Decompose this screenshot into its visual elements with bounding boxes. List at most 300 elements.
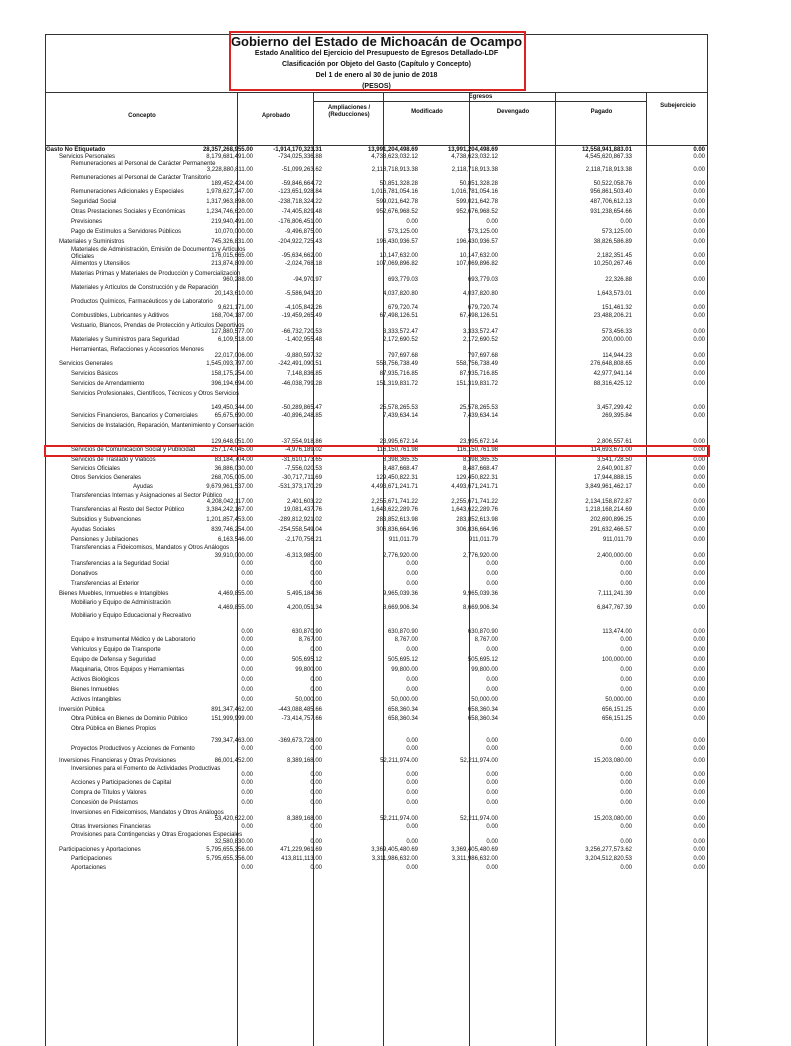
aprobado-cell: 0.00 bbox=[241, 780, 253, 786]
subejercicio-cell: 0.00 bbox=[693, 209, 705, 215]
aprobado-cell: 83,184,704.00 bbox=[214, 457, 253, 463]
table-row bbox=[45, 687, 708, 697]
concept-cell: Proyectos Productivos y Acciones de Fomento bbox=[71, 746, 195, 752]
aprobado-cell: 0.00 bbox=[241, 687, 253, 693]
title-highlight-box bbox=[229, 31, 526, 91]
aprobado-cell: 257,174,045.00 bbox=[211, 447, 253, 453]
aprobado-cell: 0.00 bbox=[241, 561, 253, 567]
table-row bbox=[45, 517, 708, 527]
subejercicio-cell: 0.00 bbox=[693, 629, 705, 635]
pagado-cell: 100,000.00 bbox=[601, 657, 632, 663]
modificado-cell: 52,211,974.00 bbox=[380, 816, 418, 822]
table-row bbox=[45, 600, 708, 613]
concept-cell: Maquinaria, Otros Equipos y Herramientas bbox=[71, 667, 185, 673]
subejercicio-cell: 0.00 bbox=[693, 167, 705, 173]
ampliaciones-cell: 0.00 bbox=[310, 824, 322, 830]
aprobado-cell: 6,163,546.00 bbox=[217, 537, 253, 543]
aprobado-cell: 0.00 bbox=[241, 824, 253, 830]
devengado-cell: 599,021,642.78 bbox=[456, 199, 498, 205]
col-subejercicio: Subejercicio bbox=[660, 103, 696, 109]
devengado-cell: 8,398,365.35 bbox=[462, 457, 498, 463]
table-row bbox=[45, 766, 708, 780]
devengado-cell: 52,211,974.00 bbox=[460, 816, 498, 822]
concept-cell: Inversión Pública bbox=[59, 707, 105, 713]
subejercicio-cell: 0.00 bbox=[693, 371, 705, 377]
pagado-cell: 3,256,277,573.62 bbox=[585, 847, 632, 853]
aprobado-cell: 149,450,344.00 bbox=[211, 405, 253, 411]
devengado-cell: 2,172,690.52 bbox=[462, 337, 498, 343]
table-row bbox=[45, 571, 708, 581]
table-row bbox=[45, 239, 708, 247]
devengado-cell: 0.00 bbox=[486, 219, 498, 225]
devengado-cell: 13,991,204,498.69 bbox=[447, 147, 498, 153]
report-header bbox=[45, 34, 708, 146]
concept-cell: Ayudas Sociales bbox=[71, 527, 116, 533]
ampliaciones-cell: 0.00 bbox=[310, 780, 322, 786]
table-row bbox=[45, 790, 708, 800]
devengado-cell: 283,852,613.98 bbox=[456, 517, 498, 523]
devengado-cell: 679,720.74 bbox=[467, 305, 498, 311]
concept-cell: Mobiliario y Equipo Educacional y Recreativo bbox=[71, 613, 192, 619]
pagado-cell: 0.00 bbox=[620, 738, 632, 744]
modificado-cell: 283,852,613.98 bbox=[376, 517, 418, 523]
ampliaciones-cell: 630,870.90 bbox=[291, 629, 322, 635]
table-row bbox=[45, 726, 708, 746]
modificado-cell: 0.00 bbox=[406, 772, 418, 778]
aprobado-cell: 5,795,655,356.00 bbox=[206, 847, 253, 853]
modificado-cell: 505,695.12 bbox=[387, 657, 418, 663]
devengado-cell: 505,695.12 bbox=[467, 657, 498, 663]
ampliaciones-cell: -2,024,768.18 bbox=[284, 261, 322, 267]
concept-cell: Servicios de Instalación, Reparación, Mantenimiento y Conservación bbox=[71, 423, 254, 429]
modificado-cell: 4,738,623,032.12 bbox=[371, 154, 418, 160]
devengado-cell: 50,000.00 bbox=[471, 697, 498, 703]
subejercicio-cell: 0.00 bbox=[693, 413, 705, 419]
subejercicio-cell: 0.00 bbox=[693, 447, 705, 453]
pagado-cell: 911,011.79 bbox=[602, 537, 632, 543]
modificado-cell: 4,493,671,241.71 bbox=[371, 484, 418, 490]
ampliaciones-cell: -6,313,985.00 bbox=[284, 553, 322, 559]
concept-cell: Transferencias a la Seguridad Social bbox=[71, 561, 169, 567]
report-currency: (PESOS) bbox=[362, 83, 391, 90]
modificado-cell: 10,147,632.00 bbox=[379, 253, 418, 259]
aprobado-cell: 9,679,961,537.00 bbox=[206, 484, 253, 490]
ampliaciones-cell: 0.00 bbox=[310, 790, 322, 796]
aprobado-cell: 0.00 bbox=[241, 667, 253, 673]
modificado-cell: 0.00 bbox=[406, 824, 418, 830]
aprobado-cell: 0.00 bbox=[241, 800, 253, 806]
devengado-cell: 23,995,672.14 bbox=[459, 439, 498, 445]
ampliaciones-cell: -5,586,943.20 bbox=[284, 291, 322, 297]
subejercicio-cell: 0.00 bbox=[693, 381, 705, 387]
concept-cell: Bienes Muebles, Inmuebles e Intangibles bbox=[59, 591, 169, 597]
subejercicio-cell: 0.00 bbox=[693, 780, 705, 786]
subejercicio-cell: 0.00 bbox=[693, 847, 705, 853]
pagado-cell: 3,849,961,462.17 bbox=[585, 484, 632, 490]
aprobado-cell: 1,978,627,247.00 bbox=[206, 189, 253, 195]
concept-cell: Productos Químicos, Farmacéuticos y de Laboratorio bbox=[71, 299, 213, 305]
aprobado-cell: 891,347,462.00 bbox=[211, 707, 253, 713]
devengado-cell: 0.00 bbox=[486, 581, 498, 587]
ampliaciones-cell: -40,896,248.85 bbox=[281, 413, 322, 419]
ampliaciones-cell: 0.00 bbox=[310, 571, 322, 577]
ampliaciones-cell: -7,556,020.53 bbox=[284, 466, 322, 472]
report-title: Gobierno del Estado de Michoacán de Ocampo bbox=[230, 34, 523, 49]
concept-cell: Previsiones bbox=[71, 219, 103, 225]
ampliaciones-cell: 8,389,168.00 bbox=[286, 816, 322, 822]
modificado-cell: 2,172,690.52 bbox=[382, 337, 418, 343]
pagado-cell: 3,204,512,820.53 bbox=[585, 856, 632, 862]
subejercicio-cell: 0.00 bbox=[693, 219, 705, 225]
table-row bbox=[45, 758, 708, 766]
aprobado-cell: 129,648,051.00 bbox=[211, 439, 253, 445]
subejercicio-cell: 0.00 bbox=[693, 361, 705, 367]
pagado-cell: 2,182,351.45 bbox=[596, 253, 632, 259]
modificado-cell: 0.00 bbox=[406, 647, 418, 653]
concept-cell: Servicios Financieros, Bancarios y Comerciales bbox=[71, 413, 198, 419]
concept-cell: Aportaciones bbox=[71, 865, 107, 871]
pagado-cell: 38,826,586.89 bbox=[593, 239, 632, 245]
aprobado-cell: 1,234,746,620.00 bbox=[206, 209, 253, 215]
aprobado-cell: 0.00 bbox=[241, 637, 253, 643]
pagado-cell: 0.00 bbox=[620, 824, 632, 830]
table-row bbox=[45, 561, 708, 571]
pagado-cell: 114,944.23 bbox=[602, 353, 632, 359]
devengado-cell: 25,578,265.53 bbox=[459, 405, 498, 411]
modificado-cell: 599,021,642.78 bbox=[376, 199, 418, 205]
modificado-cell: 693,779.03 bbox=[387, 277, 418, 283]
modificado-cell: 1,016,781,054.16 bbox=[371, 189, 418, 195]
subejercicio-cell: 0.00 bbox=[693, 291, 705, 297]
aprobado-cell: 739,347,463.00 bbox=[211, 738, 253, 744]
subejercicio-cell: 0.00 bbox=[693, 800, 705, 806]
concept-cell: Pago de Estímulos a Servidores Públicos bbox=[71, 229, 182, 235]
report-classification: Clasificación por Objeto del Gasto (Capítulo y Concepto) bbox=[281, 61, 472, 68]
ampliaciones-cell: 0.00 bbox=[310, 687, 322, 693]
modificado-cell: 2,776,920.00 bbox=[382, 553, 418, 559]
ampliaciones-cell: 19,081,437.76 bbox=[283, 507, 322, 513]
col-egresos: Egresos bbox=[468, 94, 493, 100]
devengado-cell: 0.00 bbox=[486, 824, 498, 830]
concept-cell: Transferencias Internas y Asignaciones al Sector Público bbox=[71, 493, 223, 499]
aprobado-cell: 3,384,242,167.00 bbox=[206, 507, 253, 513]
concept-cell: Servicios Generales bbox=[59, 361, 113, 367]
subejercicio-cell: 0.00 bbox=[693, 591, 705, 597]
table-row bbox=[45, 746, 708, 758]
aprobado-cell: 0.00 bbox=[241, 790, 253, 796]
devengado-cell: 151,319,831.72 bbox=[456, 381, 498, 387]
pagado-cell: 1,218,168,214.69 bbox=[585, 507, 632, 513]
concept-cell: Materiales de Administración, Emisión de Documentos y Artículos Oficiales bbox=[71, 247, 246, 260]
modificado-cell: 0.00 bbox=[406, 790, 418, 796]
subejercicio-cell: 0.00 bbox=[693, 697, 705, 703]
modificado-cell: 679,720.74 bbox=[387, 305, 418, 311]
col-modificado: Modificado bbox=[411, 109, 443, 115]
subejercicio-cell: 0.00 bbox=[693, 738, 705, 744]
devengado-cell: 0.00 bbox=[486, 865, 498, 871]
ampliaciones-cell: 2,401,603.22 bbox=[286, 499, 322, 505]
pagado-cell: 12,558,941,883.01 bbox=[581, 147, 632, 153]
ampliaciones-cell: -74,405,829.48 bbox=[281, 209, 322, 215]
pagado-cell: 17,944,888.15 bbox=[593, 475, 632, 481]
ampliaciones-cell: -9,496,875.00 bbox=[284, 229, 322, 235]
table-row bbox=[45, 581, 708, 591]
aprobado-cell: 8,179,681,491.00 bbox=[206, 154, 253, 160]
concept-cell: Remuneraciones Adicionales y Especiales bbox=[71, 189, 184, 195]
pagado-cell: 2,640,901.87 bbox=[596, 466, 632, 472]
table-row bbox=[45, 161, 708, 175]
ampliaciones-cell: -9,880,597.32 bbox=[284, 353, 322, 359]
aprobado-cell: 396,194,694.00 bbox=[211, 381, 253, 387]
aprobado-cell: 127,880,577.00 bbox=[211, 329, 253, 335]
aprobado-cell: 0.00 bbox=[241, 571, 253, 577]
devengado-cell: 0.00 bbox=[486, 800, 498, 806]
ampliaciones-cell: 0.00 bbox=[310, 772, 322, 778]
pagado-cell: 0.00 bbox=[620, 571, 632, 577]
devengado-cell: 9,965,039.36 bbox=[462, 591, 498, 597]
devengado-cell: 0.00 bbox=[486, 772, 498, 778]
pagado-cell: 0.00 bbox=[620, 772, 632, 778]
subejercicio-cell: 0.00 bbox=[693, 657, 705, 663]
devengado-cell: 4,037,820.80 bbox=[462, 291, 498, 297]
pagado-cell: 656,151.25 bbox=[601, 716, 632, 722]
modificado-cell: 52,211,974.00 bbox=[380, 758, 418, 764]
concept-cell: Inversiones en Fideicomisos, Mandatos y Otros Análogos bbox=[71, 810, 224, 816]
concept-cell: Materiales y Suministros bbox=[59, 239, 125, 245]
ampliaciones-cell: 0.00 bbox=[310, 647, 322, 653]
devengado-cell: 2,255,671,741.22 bbox=[451, 499, 498, 505]
aprobado-cell: 86,001,452.00 bbox=[214, 758, 253, 764]
concept-cell: Participaciones y Aportaciones bbox=[59, 847, 141, 853]
modificado-cell: 8,487,668.47 bbox=[382, 466, 418, 472]
concept-cell: Otros Servicios Generales bbox=[71, 475, 142, 481]
concept-cell: Bienes Inmuebles bbox=[71, 687, 119, 693]
subejercicio-cell: 0.00 bbox=[693, 484, 705, 490]
table-row bbox=[45, 413, 708, 423]
ampliaciones-cell: 0.00 bbox=[310, 581, 322, 587]
ampliaciones-cell: -19,459,265.49 bbox=[281, 313, 322, 319]
ampliaciones-cell: 5,495,184.36 bbox=[286, 591, 322, 597]
ampliaciones-cell: -289,812,921.02 bbox=[278, 517, 322, 523]
table-row bbox=[45, 361, 708, 371]
modificado-cell: 0.00 bbox=[406, 800, 418, 806]
aprobado-cell: 176,015,665.00 bbox=[211, 253, 253, 259]
ampliaciones-cell: 0.00 bbox=[310, 746, 322, 752]
devengado-cell: 558,756,738.49 bbox=[456, 361, 498, 367]
pagado-cell: 4,545,620,867.33 bbox=[585, 154, 632, 160]
modificado-cell: 116,150,761.98 bbox=[376, 447, 418, 453]
aprobado-cell: 4,469,855.00 bbox=[217, 591, 253, 597]
aprobado-cell: 268,705,005.00 bbox=[211, 475, 253, 481]
devengado-cell: 0.00 bbox=[486, 780, 498, 786]
devengado-cell: 8,767.00 bbox=[474, 637, 498, 643]
aprobado-cell: 39,910,000.00 bbox=[214, 553, 253, 559]
devengado-cell: 3,311,986,632.00 bbox=[451, 856, 498, 862]
aprobado-cell: 20,143,610.00 bbox=[214, 291, 253, 297]
ampliaciones-cell: -51,099,263.62 bbox=[281, 167, 322, 173]
aprobado-cell: 0.00 bbox=[241, 629, 253, 635]
concept-cell: Equipo de Defensa y Seguridad bbox=[71, 657, 156, 663]
table-row bbox=[45, 347, 708, 361]
modificado-cell: 3,333,572.47 bbox=[382, 329, 418, 335]
table-row bbox=[45, 209, 708, 219]
pagado-cell: 656,151.25 bbox=[601, 707, 632, 713]
pagado-cell: 487,706,612.13 bbox=[590, 199, 632, 205]
aprobado-cell: 65,675,690.00 bbox=[214, 413, 253, 419]
subejercicio-cell: 0.00 bbox=[693, 439, 705, 445]
aprobado-cell: 151,999,999.00 bbox=[211, 716, 253, 722]
aprobado-cell: 1,201,857,453.00 bbox=[206, 517, 253, 523]
ampliaciones-cell: 0.00 bbox=[310, 800, 322, 806]
pagado-cell: 0.00 bbox=[620, 637, 632, 643]
aprobado-cell: 9,621,171.00 bbox=[217, 305, 253, 311]
concept-cell: Acciones y Participaciones de Capital bbox=[71, 780, 172, 786]
devengado-cell: 630,870.90 bbox=[467, 629, 498, 635]
ampliaciones-cell: 7,148,836.85 bbox=[286, 371, 322, 377]
concept-cell: Participaciones bbox=[71, 856, 112, 862]
aprobado-cell: 0.00 bbox=[241, 581, 253, 587]
table-row bbox=[45, 371, 708, 381]
subejercicio-cell: 0.00 bbox=[693, 353, 705, 359]
concept-cell: Remuneraciones al Personal de Carácter Transitorio bbox=[71, 175, 211, 181]
aprobado-cell: 0.00 bbox=[241, 746, 253, 752]
table-row bbox=[45, 647, 708, 657]
pagado-cell: 3,457,299.42 bbox=[596, 405, 632, 411]
table-row bbox=[45, 261, 708, 271]
pagado-cell: 7,111,241.39 bbox=[597, 591, 632, 597]
pagado-cell: 0.00 bbox=[620, 647, 632, 653]
devengado-cell: 573,125.00 bbox=[467, 229, 498, 235]
table-row bbox=[45, 484, 708, 493]
devengado-cell: 2,118,718,913.38 bbox=[451, 167, 498, 173]
table-row bbox=[45, 591, 708, 600]
ampliaciones-cell: 0.00 bbox=[310, 561, 322, 567]
concept-cell: Servicios Profesionales, Científicos, Técnicos y Otros Servicios bbox=[71, 391, 239, 397]
ampliaciones-cell: -46,038,799.28 bbox=[281, 381, 322, 387]
ampliaciones-cell: -73,414,757.66 bbox=[281, 716, 322, 722]
devengado-cell: 67,498,126.51 bbox=[459, 313, 498, 319]
ampliaciones-cell: -734,025,336.88 bbox=[278, 154, 322, 160]
subejercicio-cell: 0.00 bbox=[693, 229, 705, 235]
devengado-cell: 0.00 bbox=[486, 746, 498, 752]
modificado-cell: 2,255,671,741.22 bbox=[371, 499, 418, 505]
ampliaciones-cell: -37,554,918.86 bbox=[281, 439, 322, 445]
ampliaciones-cell: 4,200,051.34 bbox=[286, 605, 322, 611]
ampliaciones-cell: -176,806,451.00 bbox=[278, 219, 322, 225]
table-row bbox=[45, 527, 708, 537]
col-aprobado: Aprobado bbox=[261, 113, 291, 119]
ampliaciones-cell: -59,846,664.72 bbox=[281, 181, 322, 187]
table-row bbox=[45, 637, 708, 647]
ampliaciones-cell: -242,491,090.51 bbox=[278, 361, 322, 367]
aprobado-cell: 189,452,424.00 bbox=[211, 181, 253, 187]
subejercicio-cell: 0.00 bbox=[693, 772, 705, 778]
ampliaciones-cell: 505,695.12 bbox=[291, 657, 322, 663]
modificado-cell: 1,643,622,289.76 bbox=[371, 507, 418, 513]
devengado-cell: 0.00 bbox=[486, 561, 498, 567]
aprobado-cell: 168,704,187.00 bbox=[211, 313, 253, 319]
modificado-cell: 658,360.34 bbox=[387, 707, 418, 713]
devengado-cell: 107,069,896.82 bbox=[456, 261, 498, 267]
subejercicio-cell: 0.00 bbox=[693, 457, 705, 463]
subejercicio-cell: 0.00 bbox=[693, 189, 705, 195]
table-row bbox=[45, 613, 708, 637]
table-row bbox=[45, 800, 708, 810]
concept-cell: Transferencias al Resto del Sector Público bbox=[71, 507, 185, 513]
subejercicio-cell: 0.00 bbox=[693, 677, 705, 683]
subejercicio-cell: 0.00 bbox=[693, 337, 705, 343]
report-subtitle: Estado Analítico del Ejercicio del Presupuesto de Egresos Detallado-LDF bbox=[254, 50, 499, 57]
subejercicio-cell: 0.00 bbox=[693, 746, 705, 752]
table-row bbox=[45, 299, 708, 313]
concept-cell: Materiales y Suministros para Seguridad bbox=[71, 337, 180, 343]
pagado-cell: 88,316,425.12 bbox=[593, 381, 632, 387]
aprobado-cell: 6,109,518.00 bbox=[217, 337, 253, 343]
subejercicio-cell: 0.00 bbox=[693, 856, 705, 862]
devengado-cell: 952,676,968.52 bbox=[456, 209, 498, 215]
modificado-cell: 0.00 bbox=[406, 581, 418, 587]
modificado-cell: 3,369,405,480.69 bbox=[371, 847, 418, 853]
concept-cell: Ayudas bbox=[133, 484, 153, 490]
aprobado-cell: 0.00 bbox=[241, 697, 253, 703]
modificado-cell: 7,439,634.14 bbox=[382, 413, 418, 419]
devengado-cell: 0.00 bbox=[486, 738, 498, 744]
table-row bbox=[45, 677, 708, 687]
subejercicio-cell: 0.00 bbox=[693, 647, 705, 653]
concept-cell: Mobiliario y Equipo de Administración bbox=[71, 600, 171, 606]
devengado-cell: 2,776,920.00 bbox=[462, 553, 498, 559]
subejercicio-cell: 0.00 bbox=[693, 253, 705, 259]
pagado-cell: 1,643,573.01 bbox=[596, 291, 632, 297]
ampliaciones-cell: -1,914,170,323.31 bbox=[273, 147, 322, 153]
ampliaciones-cell: -31,610,173.65 bbox=[281, 457, 322, 463]
pagado-cell: 0.00 bbox=[620, 800, 632, 806]
concept-cell: Remuneraciones al Personal de Carácter Permanente bbox=[71, 161, 216, 167]
pagado-cell: 573,125.00 bbox=[601, 229, 632, 235]
devengado-cell: 0.00 bbox=[486, 571, 498, 577]
devengado-cell: 52,211,974.00 bbox=[460, 758, 498, 764]
modificado-cell: 306,836,664.96 bbox=[376, 527, 418, 533]
modificado-cell: 0.00 bbox=[406, 780, 418, 786]
ampliaciones-cell: -2,170,756.21 bbox=[284, 537, 322, 543]
aprobado-cell: 839,746,254.00 bbox=[211, 527, 253, 533]
subejercicio-cell: 0.00 bbox=[693, 405, 705, 411]
pagado-cell: 113,474.00 bbox=[602, 629, 632, 635]
subejercicio-cell: 0.00 bbox=[693, 667, 705, 673]
subejercicio-cell: 0.00 bbox=[693, 147, 705, 153]
ampliaciones-cell: -123,651,928.84 bbox=[278, 189, 322, 195]
concept-cell: Servicios de Arrendamiento bbox=[71, 381, 145, 387]
ampliaciones-cell: -30,717,711.69 bbox=[282, 475, 322, 481]
subejercicio-cell: 0.00 bbox=[693, 499, 705, 505]
aprobado-cell: 1,545,093,797.00 bbox=[206, 361, 253, 367]
table-row bbox=[45, 810, 708, 824]
modificado-cell: 0.00 bbox=[406, 746, 418, 752]
modificado-cell: 911,011.79 bbox=[388, 537, 418, 543]
concept-cell: Concesión de Préstamos bbox=[71, 800, 139, 806]
ampliaciones-cell: -50,289,865.47 bbox=[281, 405, 322, 411]
devengado-cell: 0.00 bbox=[486, 687, 498, 693]
aprobado-cell: 0.00 bbox=[241, 677, 253, 683]
modificado-cell: 129,450,822.31 bbox=[376, 475, 418, 481]
table-row bbox=[45, 832, 708, 847]
devengado-cell: 87,935,716.85 bbox=[459, 371, 498, 377]
concept-cell: Provisiones para Contingencias y Otras Erogaciones Especiales bbox=[71, 832, 243, 838]
devengado-cell: 3,369,405,480.69 bbox=[451, 847, 498, 853]
header-divider bbox=[46, 92, 707, 93]
concept-cell: Vestuario, Blancos, Prendas de Protección y Artículos Deportivos bbox=[71, 323, 245, 329]
concept-cell: Transferencias al Exterior bbox=[71, 581, 140, 587]
